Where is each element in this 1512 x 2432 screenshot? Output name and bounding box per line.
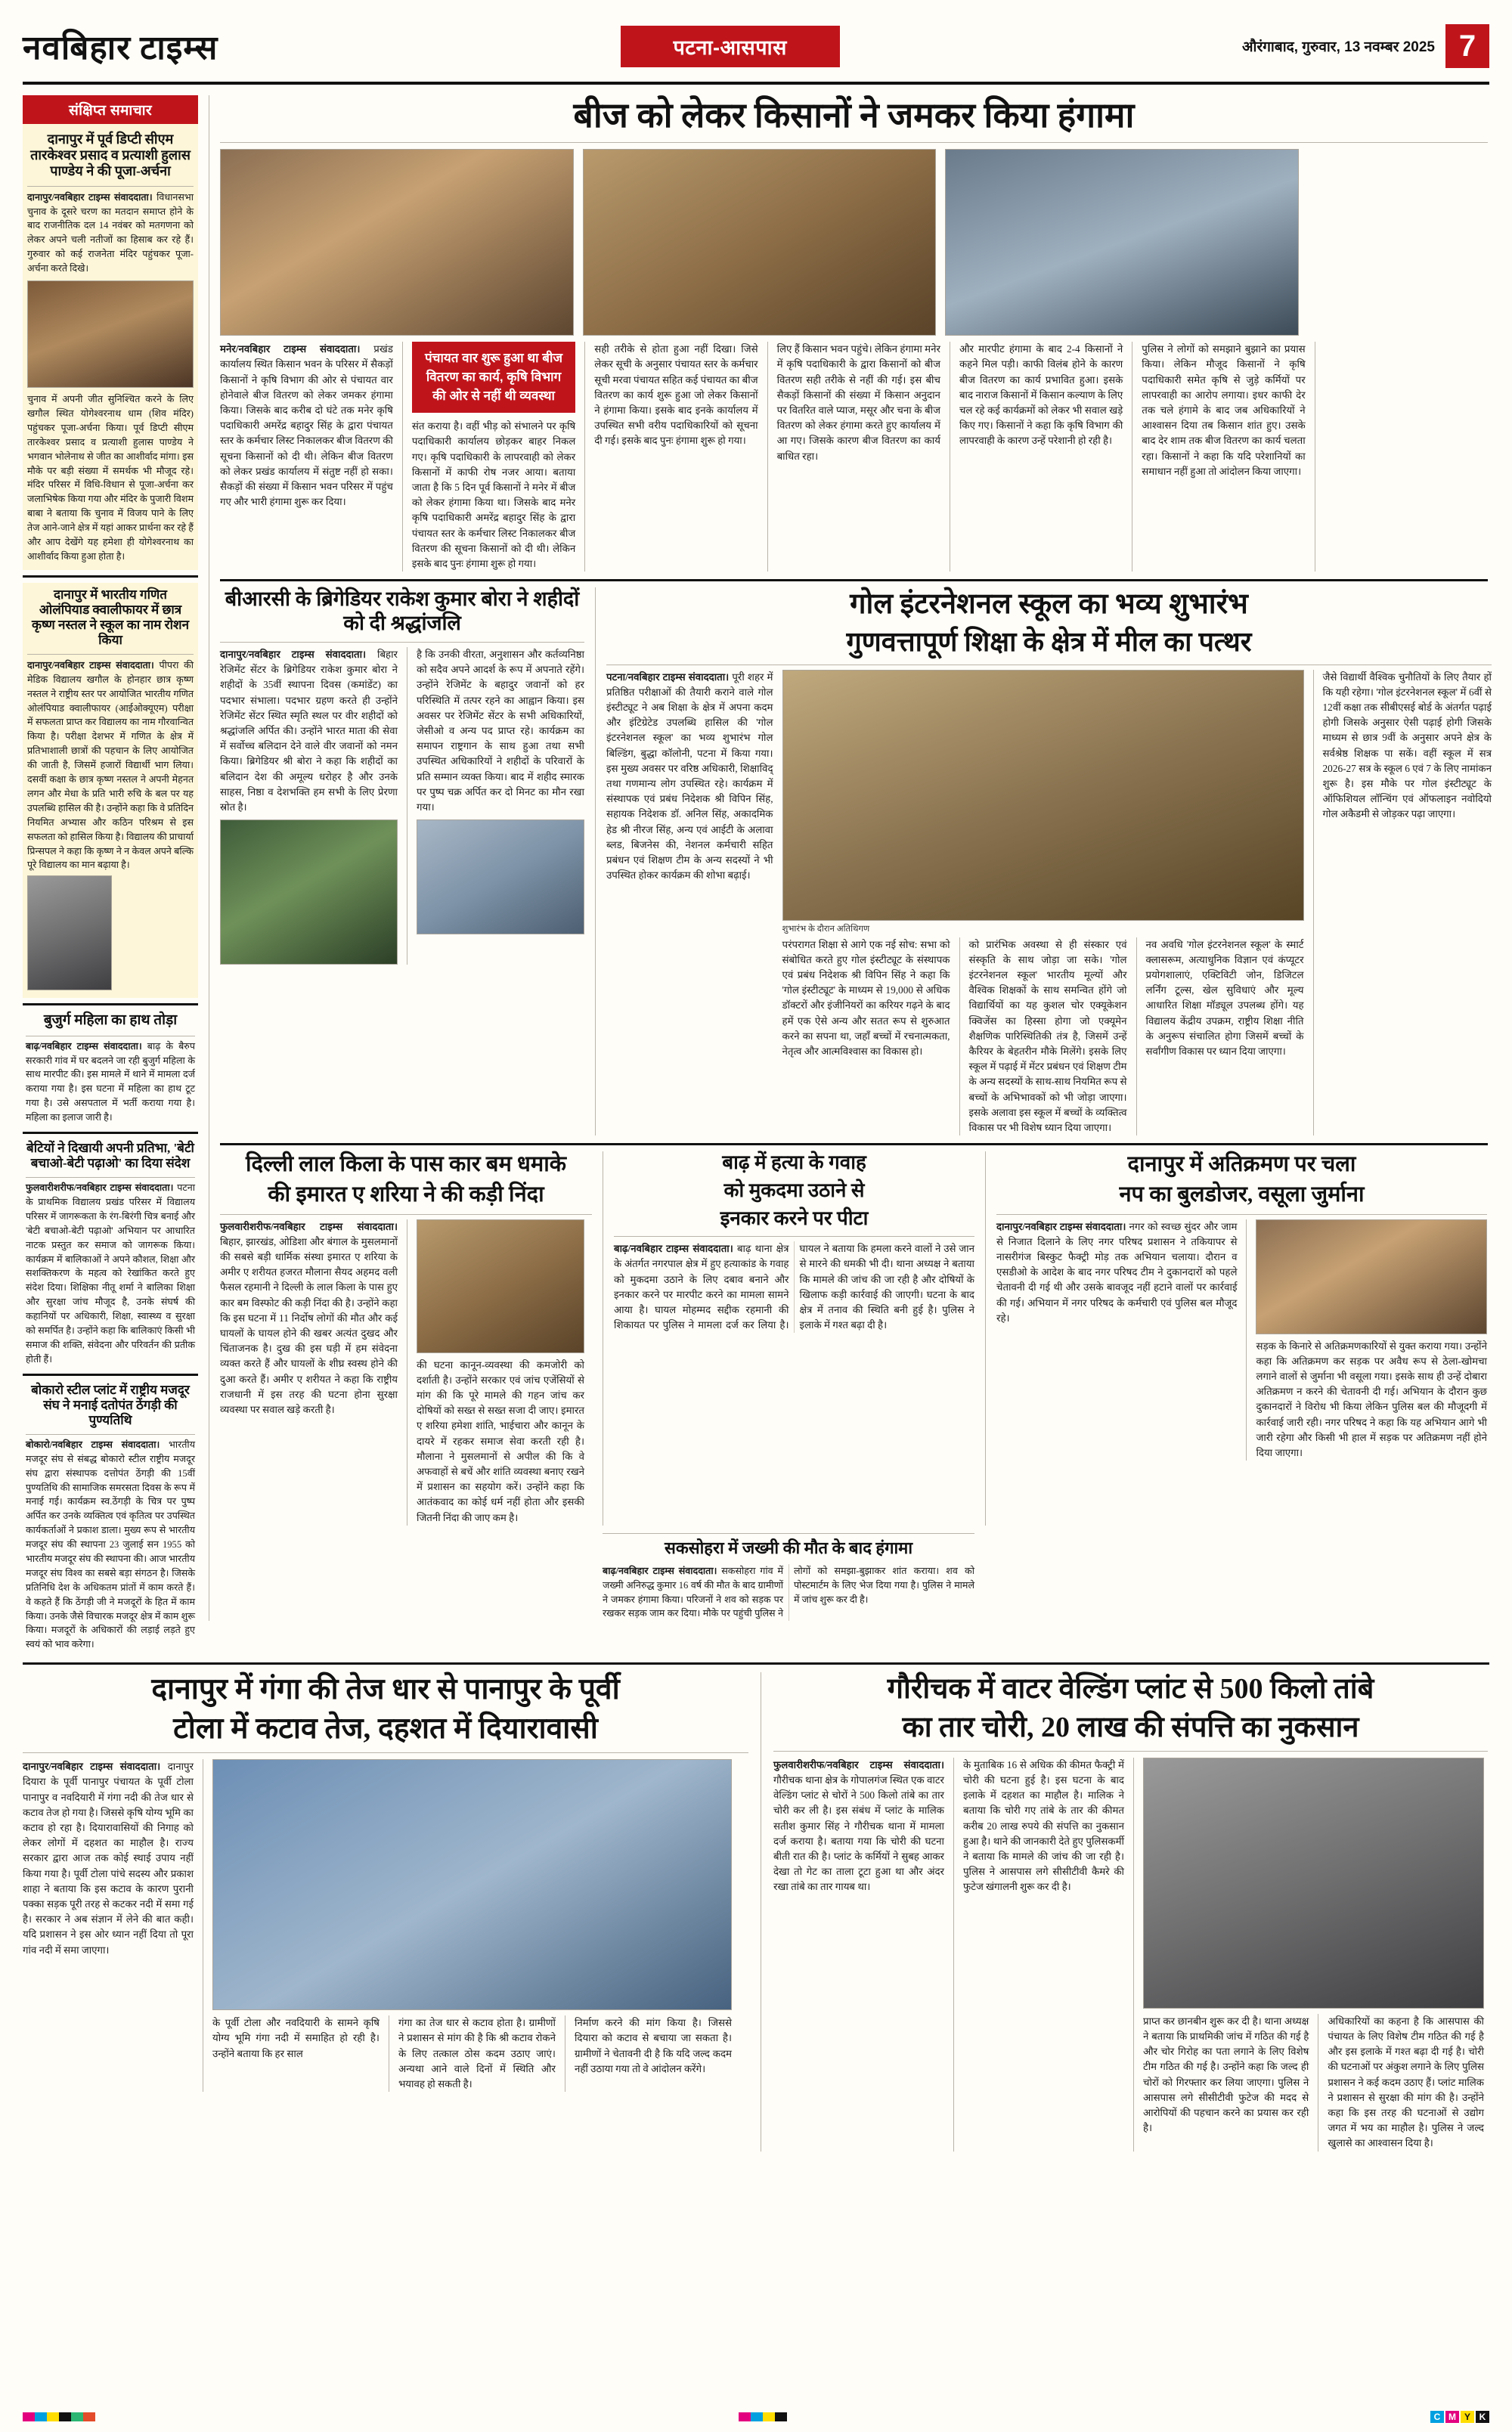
danapur-headline-2: नप का बुलडोजर, वसूला जुर्माना bbox=[1119, 1182, 1365, 1207]
bagh-headline-2: को मुकदमा उठाने से bbox=[723, 1179, 865, 1201]
sidebar-body: बाढ़/नवबिहार टाइम्स संवाददाता। बाढ़ के बैरुप सरकारी गांव में घर बदलने जा रही बुजुर्ग महिला के साथ मारपीट की। इस मामले में थाने में मामला दर्ज कराया गया है। इस घटना में महिला का हाथ टूट गया है। उसे असपताल में भर्ती कराया गया है। महिला का इलाज जारी है। bbox=[26, 1040, 195, 1123]
student-portrait-photo bbox=[27, 875, 112, 990]
delhi-col-2: की घटना कानून-व्यवस्था की कमजोरी को दर्शाती है। उन्होंने सरकार एवं जांच एजेंसियों से मांग की कि पूरे मामले की गहन जांच कर दोषियों को सख्त से सख्त सजा दी जाए। इमारत ए शरिया हमेशा शांति, भाईचारा और कानून के दायरे में रहकर समाज सेवा करती रही है। मौलाना ने मुसलमानों से अपील की कि वे अफवाहों से बचें और शांति व्यवस्था बनाए रखने में प्रशासन का सहयोग करें। उन्होंने कहा कि आतंकवाद का कोई धर्म नहीं होता और इसकी जितनी निंदा की जाए कम है। bbox=[417, 1359, 584, 1523]
delhi-headline-2: की इमारत ए शरिया ने की कड़ी निंदा bbox=[268, 1182, 544, 1207]
ganga-col-1: दानापुर/नवबिहार टाइम्स संवाददाता। दानापुर दियारा के पूर्वी पानापुर पंचायत के पूर्वी टोला पानापुर व नवदियारी में गंगा नदी की तेज धार से कटाव तेज हो गया है। जिससे कृषि योग्य भूमि का कटाव हो रहा है। दियारावासियों की निगाह को लेकर लोगों में दहशत का माहौल है। राज्य सरकार द्वारा आज तक कोई स्थाई उपाय नहीं किया गया है। पूर्वी टोला पांचे सदस्य और प्रकाश शाहा ने बताया कि इस कटाव के कारण पुरानी पक्का सड़क पूरी तरह से कटकर नदी में समा गई है। सरकार ने अब संज्ञान में लेने की बात कही। यदि प्रशासन ने इस ओर ध्यान नहीं दिया तो पूरा गांव नदी में समा जाएगा। bbox=[23, 1761, 194, 1956]
ganga-headline-1: दानापुर में गंगा की तेज धार से पानापुर के पूर्वी bbox=[151, 1673, 620, 1706]
sidebar-headline: बोकारो स्टील प्लांट में राष्ट्रीय मजदूर संघ ने मनाई दतोपंत ठेंगड़ी की पुण्यतिथि bbox=[31, 1382, 190, 1427]
school-story bbox=[595, 587, 1492, 1135]
river-erosion-photo bbox=[212, 1759, 732, 2010]
sidebar-headline: दानापुर में भारतीय गणित ओलंपियाड क्वालीफायर में छात्र कृष्ण नस्तल ने स्कूल का नाम रोशन किया bbox=[31, 587, 190, 647]
danapur-headline-1: दानापुर में अतिक्रमण पर चला bbox=[1127, 1152, 1356, 1177]
registration-marks bbox=[23, 2411, 1489, 2423]
sidebar-body: फुलवारीशरीफ/नवबिहार टाइम्स संवाददाता। पटना के प्राथमिक विद्यालय प्रखंड परिसर में विद्यालय परिसर में जागरूकता के रंग-बिरंगी चित्र बनाई और 'बेटी बचाओ-बेटी पढ़ाओ' अभियान पर आधारित नाटक प्रस्तुत कर समाज को जागरूक किया। कार्यक्रम में बालिकाओं ने अपने कौशल, शिक्षा और सशक्तिकरण के महत्व को रेखांकित करते हुए संदेश दिया। शिक्षिका नीतू शर्मा ने बालिका शिक्षा और सुरक्षा जांच मौजूद है, उनके संघर्ष की कहानियों पर अधिकारी, शिक्षा, स्वास्थ्य व सुरक्षा को समर्पित है। उन्होंने कहा कि बालिकाएं किसी भी समाज की शक्ति, संवेदना और परिवर्तन की प्रतीक होती हैं। bbox=[26, 1182, 195, 1365]
memorial-photo-left bbox=[220, 819, 398, 965]
cmyk-m: M bbox=[1445, 2411, 1459, 2423]
ganga-story bbox=[23, 1672, 748, 2092]
factory-panel-photo bbox=[1143, 1758, 1484, 2009]
sidebar-body-2: चुनाव में अपनी जीत सुनिश्चित करने के लिए खगौल स्थित योगेश्वरनाथ धाम (शिव मंदिर) पहुंचकर पूजा-अर्चना किया। पूर्व डिप्टी सीएम तारकेश्वर प्रसाद व प्रत्याशी हुलास पाण्डेय ने भगवान भोलेनाथ से जीत का आशीर्वाद मांगा। इस मौके पर बड़ी संख्या में समर्थक भी मौजूद रहे। मंदिर परिसर में विधि-विधान से पूजा-अर्चना कर जलाभिषेक किया गया और मंदिर के पुजारी विशम बाबा ने बताया कि चुनाव में विजय पाने के लिए तेज आने-जाने क्षेत्र में यहां आकर प्रार्थना कर रहे हैं और आप देखेंगे यह हमेशा ही योगेश्वरनाथ का आशीर्वाद किया हुआ होता है। bbox=[27, 394, 194, 562]
school-headline-2: गुणवत्तापूर्ण शिक्षा के क्षेत्र में मील का पत्थर bbox=[846, 627, 1252, 658]
school-col-4: नव अवधि 'गोल इंटरनेशनल स्कूल' के स्मार्ट क्लासरूम, अत्याधुनिक विज्ञान एवं कंप्यूटर प्रयोगशालाएं, एक्टिविटी जोन, डिजिटल लर्निंग टूल्स, खेल सुविधाएं और मूल्य आधारित शिक्षा मॉड्यूल उपलब्ध होंगे। यह विद्यालय केंद्रीय उपक्रम, राष्ट्रीय शिक्षा नीति के अनुरूप संचालित होगा जिसमें बच्चों के सर्वांगीण विकास पर ध्यान दिया जाएगा। bbox=[1145, 938, 1304, 1057]
school-col-5: जैसे विद्यार्थी वैश्विक चुनौतियों के लिए तैयार हों कि यही रहेगा। 'गोल इंटरनेशनल स्कूल' में 6वीं से 12वीं कक्षा तक सीबीएसई बोर्ड के अंतर्गत पढ़ाई होगी जिसके अनुसार ऐसी पढ़ाई होगी जिसके माध्यम से छात्र 9वीं के अनुसार अपने क्षेत्र के सर्वश्रेष्ठ शिक्षक पा सकें। वहीं स्कूल में सत्र 2026-27 सत्र के स्कूल 6 एवं 7 के लिए नामांकन शुरू है। इस मौके पर गोल इंस्टीट्यूट के ऑफिशियल लॉन्चिंग एवं ऑफलाइन नवोदियो गोल अकैडमी से जोड़कर पढ़ा जाएगा। bbox=[1322, 671, 1492, 820]
brc-col-1: दानापुर/नवबिहार टाइम्स संवाददाता। बिहार रेजिमेंट सेंटर के ब्रिगेडियर राकेश कुमार बोरा ने शहीदों के 35वीं स्थापना दिवस (कमांडेंट) का पदभार संभाला। पदभार ग्रहण करते ही उन्होंने रेजिमेंट सेंटर स्थित स्मृति स्थल पर वीर शहीदों को श्रद्धांजलि अर्पित की। उन्होंने भारत माता की सेवा में सर्वोच्च बलिदान देने वाले वीर जवानों को नमन किया। ब्रिगेडियर श्री बोरा ने कहा कि शहीदों का बलिदान देश की अमूल्य धरोहर है और उनके साहस, निष्ठा व देशभक्ति हम सभी के लिए प्रेरणा स्रोत है। bbox=[220, 648, 398, 813]
bagh-body: बाढ़/नवबिहार टाइम्स संवाददाता। बाढ़ थाना क्षेत्र के अंतर्गत नगरपाल क्षेत्र में हुए हत्याकांड के गवाह को मुकदमा उठाने के लिए दबाव बनाने और इनकार करने पर मारपीट करने का मामला सामने आया है। घायल मोहम्मद सद्दीक रहमानी की शिकायत पर पुलिस ने मामला दर्ज कर लिया है। घायल ने बताया कि हमला करने वालों ने उसे जान से मारने की धमकी भी दी। थाना अध्यक्ष ने बताया कि मामले की जांच की जा रही है और दोषियों के खिलाफ कड़ी कार्रवाई की जाएगी। घटना के बाद क्षेत्र में तनाव की स्थिति बनी हुई है। पुलिस ने इलाके में गश्त बढ़ा दी है। bbox=[614, 1243, 974, 1331]
dateline: औरंगाबाद, गुरुवार, 13 नवम्बर 2025 bbox=[1242, 39, 1435, 55]
sidebar-story-olympiad bbox=[23, 583, 198, 999]
newspaper-brand: नवबिहार टाइम्स bbox=[23, 29, 218, 67]
lead-col-5: और मारपीट हंगामा के बाद 2-4 किसानों ने कहने मिल पड़ी। काफी विलंब होने के कारण बीज वितरण का कार्य प्रभावित हुआ। इसके बाद नाराज किसानों में किसान कल्याण के लिए चल रहे कई कार्यक्रमों को लेकर भी सवाल खड़े किए गए। किसानों ने कहा कि कृषि विभाग की लापरवाही के कारण उन्हें परेशानी हो रही है। bbox=[959, 343, 1123, 447]
sidebar-story-assault bbox=[23, 1011, 198, 1126]
crowd-photo-1 bbox=[220, 149, 574, 336]
copper-headline-2: का तार चोरी, 20 लाख की संपत्ति का नुकसान bbox=[902, 1712, 1359, 1744]
copper-story bbox=[761, 1672, 1488, 2151]
lead-byline: मनेर/नवबिहार टाइम्स संवाददाता। bbox=[220, 343, 361, 355]
sidebar-story-bokaro bbox=[23, 1381, 198, 1654]
copper-col-3: प्राप्त कर छानबीन शुरू कर दी है। थाना अध्यक्ष ने बताया कि प्राथमिकी जांच में गठित की गई है और चोर गिरोह का पता लगाने के लिए विशेष टीम गठित की गई है। उन्होंने कहा कि जल्द ही चोरों को गिरफ्तार कर लिया जाएगा। पुलिस ने आसपास लगे सीसीटीवी फुटेज की मदद से आरोपियों की पहचान करने का प्रयास कर रही है। bbox=[1143, 2015, 1309, 2134]
cmyk-c: C bbox=[1430, 2411, 1444, 2423]
lead-col-6: पुलिस ने लोगों को समझाने बुझाने का प्रयास किया। लेकिन मौजूद किसानों ने कृषि पदाधिकारी समेत कृषि से जुड़े कर्मियों पर लापरवाही का आरोप लगाया। इधर काफी देर तक चले हंगामे के बाद जब अधिकारियों ने आश्वासन दिया तब किसान शांत हुए। उसके बाद देर शाम तक बीज वितरण का कार्य चलता रहा। किसानों ने कहा कि यदि परेशानियों का समाधान नहीं हुआ तो आंदोलन किया जाएगा। bbox=[1142, 343, 1306, 477]
bagh-headline-1: बाढ़ में हत्या के गवाह bbox=[722, 1151, 866, 1174]
school-headline-1: गोल इंटरनेशनल स्कूल का भव्य शुभारंभ bbox=[850, 588, 1248, 621]
crowd-photo-2 bbox=[583, 149, 937, 336]
color-swatches-center bbox=[739, 2412, 787, 2421]
bulldozer-photo bbox=[1256, 1219, 1487, 1334]
sidebar-headline: दानापुर में पूर्व डिप्टी सीएम तारकेश्वर प्रसाद व प्रत्याशी हुलास पाण्डेय ने की पूजा-अर्चना bbox=[30, 132, 191, 179]
main-column bbox=[209, 95, 1492, 1621]
sidebar-body: बोकारो/नवबिहार टाइम्स संवाददाता। भारतीय मजदूर संघ से संबद्ध बोकारो स्टील राष्ट्रीय मजदूर संघ द्वारा संस्थापक दत्तोपंत ठेंगड़ी की 15वीं पुण्यतिथि की सामाजिक समरसता दिवस के रूप में मनाई गई। कार्यक्रम स्व.ठेंगड़ी के चित्र पर पुष्प अर्पित कर उनके व्यक्तित्व एवं कृतित्व पर उपस्थित कार्यकर्ताओं ने प्रकाश डाला। मुख्य रूप से भारतीय मजदूर संघ की स्थापना 23 जुलाई सन 1955 को भारतीय मजदूर संघ की स्थापना की। आज भारतीय मजदूर संघ विश्व का सबसे बड़ा संगठन है। जिसके प्रतिनिधि देश के अधिकतम प्रांतों में काम करते हैं। वे कहते हैं कि ठेंगड़ी जी ने मजदूरों के हित में काम किया। उनके जैसे विचारक मजदूर क्षेत्र में काम शुरू किया। मजदूरों के अधिकारों की लड़ाई लड़ते हुए स्वयं को भाव करेगा। bbox=[26, 1439, 195, 1650]
copper-headline-1: गौरीचक में वाटर वेल्डिंग प्लांट से 500 किलो तांबे bbox=[887, 1673, 1374, 1705]
bagh-sub-story bbox=[603, 1530, 974, 1622]
memorial-photo-right bbox=[417, 819, 584, 934]
bagh-sub-body: बाढ़/नवबिहार टाइम्स संवाददाता। सकसोहरा गांव में जख्मी अनिरुद्ध कुमार 16 वर्ष की मौत के बाद ग्रामीणों ने जमकर हंगामा किया। परिजनों ने शव को सड़क पर रखकर सड़क जाम कर दिया। मौके पर पहुंची पुलिस ने लोगों को समझा-बुझाकर शांत कराया। शव को पोस्टमार्टम के लिए भेज दिया गया है। पुलिस ने मामले में जांच शुरू कर दी है। bbox=[603, 1565, 974, 1619]
color-swatches-left bbox=[23, 2412, 95, 2421]
danapur-byline: दानापुर/नवबिहार टाइम्स संवाददाता। bbox=[996, 1220, 1126, 1232]
delhi-col-1: फुलवारीशरीफ/नवबिहार टाइम्स संवाददाता। बिहार, झारखंड, ओडिशा और बंगाल के मुसलमानों की सबसे बड़ी धार्मिक संस्था इमारत ए शरिया के अमीर ए शरीयत हजरत मौलाना सैयद अहमद वली फैसल रहमानी ने दिल्ली के लाल किला के पास हुए कार बम विस्फोट की कड़ी निंदा की है। उन्होंने कहा कि इस घटना में 11 निर्दोष लोगों की मौत और कई घायलों के घायल होने की खबर अत्यंत दुखद और चिंताजनक है। दुख की इस घड़ी में हम संवेदना व्यक्त करते हैं और घायलों के शीघ्र स्वस्थ होने की दुआ करते हैं। अमीर ए शरीयत ने कहा कि राष्ट्रीय राजधानी में इस तरह की घटना होना सुरक्षा व्यवस्था पर सवाल खड़े करती है। bbox=[220, 1220, 398, 1416]
masthead bbox=[23, 20, 1489, 85]
copper-col-4: अधिकारियों का कहना है कि आसपास की पंचायत के लिए विशेष टीम गठित की गई है और इस इलाके में गश्त बढ़ा दी गई है। चोरी की घटनाओं पर अंकुश लगाने के लिए पुलिस प्रशासन ने कई कदम उठाए हैं। प्लांट मालिक ने प्रशासन से सुरक्षा की मांग की है। उन्होंने कहा कि इस तरह की घटनाओं से उद्योग जगत में भय का माहौल है। पुलिस ने जल्द खुलासे का आश्वासन दिया है। bbox=[1328, 2015, 1484, 2149]
copper-col-1: फुलवारीशरीफ/नवबिहार टाइम्स संवाददाता। गौरीचक थाना क्षेत्र के गोपालगंज स्थित एक वाटर वेल्डिंग प्लांट से चोरों ने 500 किलो तांबे का तार चोरी कर ली है। इस संबंध में प्लांट के मालिक सतीश कुमार सिंह ने गौरीचक थाना में मामला दर्ज कराया है। बताया गया कि चोरी की घटना बीती रात की है। प्लांट के कर्मियों ने सुबह आकर देखा तो गेट का ताला टूटा हुआ था और अंदर रखा तांबे का तार गायब था। bbox=[773, 1758, 944, 1893]
cmyk-k: K bbox=[1476, 2411, 1489, 2423]
lead-col-3: सही तरीके से होता हुआ नहीं दिखा। जिसे लेकर सूची के अनुसार पंचायत स्तर के कर्मचार सूची मरवा पंचायत सहित कई पंचायत का बीज वितरण का कार्य शुरू हुआ जो लेकर किसानों ने हंगामा किया। इसके बाद इनके कार्यालय में उपस्थित सभी वरीय पदाधिकारियों को सूचना दी गई। इसके बाद पुनः हंगामा शुरू हो गया। bbox=[594, 343, 758, 447]
lead-col-2: संत कराया है। वहीं भीड़ को संभालने पर कृषि पदाधिकारी कार्यालय छोड़कर बाहर निकल गए। कृषि पदाधिकारी के लापरवाही को लेकर किसानों में काफी रोष नजर आया। बताया जाता है कि 5 दिन पूर्व किसानों ने मनेर में बीज को लेकर हंगामा किया था। जिसके बाद मनेर कृषि पदाधिकारी अमरेंद्र बहादुर सिंह के द्वारा पंचायत स्तर के कर्मचार लिस्ट निकालकर बीज वितरण की सूचना किसानों को दी थी। लेकिन इसके बाद पुनः हंगामा शुरू हो गया। bbox=[411, 420, 576, 570]
brc-story bbox=[220, 587, 584, 1135]
danapur-story bbox=[985, 1151, 1487, 1526]
sidebar-label: संक्षिप्त समाचार bbox=[23, 95, 198, 124]
sidebar-headline: बेटियों ने दिखायी अपनी प्रतिभा, 'बेटी बचाओ-बेटी पढ़ाओ' का दिया संदेश bbox=[26, 1141, 194, 1171]
bagh-byline: बाढ़/नवबिहार टाइम्स संवाददाता। bbox=[614, 1243, 733, 1255]
ribbon-cutting-photo bbox=[782, 670, 1304, 921]
school-byline: पटना/नवबिहार टाइम्स संवाददाता। bbox=[606, 671, 730, 683]
ganga-headline-2: टोला में कटाव तेज, दहशत में दियारावासी bbox=[173, 1712, 598, 1746]
bagh-headline-3: इनकार करने पर पीटा bbox=[720, 1207, 869, 1229]
lead-col-1: मनेर/नवबिहार टाइम्स संवाददाता। प्रखंड कार्यालय स्थित किसान भवन के परिसर में सैकड़ों किसानों ने कृषि विभाग की ओर से पंचायत वार होनेवाले बीज वितरण को लेकर जमकर हंगामा किया। जिसके बाद करीब दो घंटे तक मनेर कृषि पदाधिकारी अमरेंद्र बहादुर सिंह के द्वारा पंचायत स्तर के कर्मचार लिस्ट निकालकर बीज वितरण की सूचना किसानों को दी थी। लेकिन बीज वितरण को लेकर प्रखंड कार्यालय में संतुष्ट नहीं हो सका। सैकड़ों की संख्या में किसान भवन परिसर में पहुंच गए और भारी हंगामा शुरू कर दिया। bbox=[220, 343, 393, 508]
brc-byline: दानापुर/नवबिहार टाइम्स संवाददाता। bbox=[220, 648, 367, 660]
cmyk-marks bbox=[1430, 2411, 1489, 2423]
sidebar-body: दानापुर/नवबिहार टाइम्स संवाददाता। विधानसभा चुनाव के दूसरे चरण का मतदान समाप्त होने के बाद राजनीतिक दल 14 नवंबर को मतगणना को लेकर अपने चली नतीजों का हिसाब कर रहे हैं। गुरुवार को कई राजनेता मंदिर पहुंचकर पूजा-अर्चना करते दिखे। bbox=[27, 191, 194, 274]
bagh-sub-headline: सकसोहरा में जख्मी की मौत के बाद हंगामा bbox=[664, 1538, 913, 1557]
lead-headline: बीज को लेकर किसानों ने जमकर किया हंगामा bbox=[573, 96, 1135, 135]
school-col-1: पटना/नवबिहार टाइम्स संवाददाता। पूरी शहर में प्रतिष्ठित परीक्षाओं की तैयारी कराने वाले गोल इंस्टीट्यूट ने अब शिक्षा के क्षेत्र में अपना कदम और इंटिग्रेटेड उपलब्धि हासिल की 'गोल इंटरनेशनल स्कूल' का भव्य शुभारंभ गोल बिल्डिंग, बुद्धा कॉलोनी, पटना में किया गया। इस मुख्य अवसर पर वरिष्ठ अधिकारी, शिक्षाविद् तथा गणमान्य लोग उपस्थित रहे। कार्यक्रम में संस्थापक एवं प्रबंध निदेशक श्री विपिन सिंह, सहायक निदेशक डॉ. अनिल सिंह, अकादमिक हेड श्री नीरज सिंह, अन्य एवं आईटी के अलावा ब्लड, बिजनेस की, नेशनल कर्मचारी सहित प्रबंधन एवं शिक्षण टीम के अन्य सदस्यों ने भी उपस्थित होकर कार्यक्रम की शोभा बढ़ाई। bbox=[606, 671, 773, 881]
sidebar-headline: बुजुर्ग महिला का हाथ तोड़ा bbox=[43, 1012, 178, 1029]
sidebar-body: दानापुर/नवबिहार टाइम्स संवाददाता। पीपरा की मेडिक विद्यालय खगौल के होनहार छात्र कृष्ण नस्तल ने राष्ट्रीय स्तर पर आयोजित भारतीय गणित ओलंपियाड क्वालीफायर (आईओक्यूएम) परीक्षा में सफलता प्राप्त कर विद्यालय का नाम गौरवान्वित किया है। परीक्षा देशभर में गणित के क्षेत्र में प्रतिभाशाली छात्रों की पहचान के लिए आयोजित की जाती है, जिसमें हजारों विद्यार्थी भाग लिया। दसवीं कक्षा के छात्र कृष्ण नस्तल ने अपनी मेहनत लगन और मेधा के प्रति भारी रुचि के बल पर यह उपलब्धि हासिल की है। उन्होंने कहा कि वे प्रतिदिन नियमित अभ्यास और कठिन परिश्रम से इस सफलता को हासिल किया है। विद्यालय की प्राचार्या प्रिन्सपल ने कहा कि कृष्ण ने न केवल अपने बल्कि पूरे विद्यालय का मान बढ़ाया है। bbox=[27, 659, 194, 871]
ganga-col-2: के पूर्वी टोला और नवदियारी के सामने कृषि योग्य भूमि गंगा नदी में समाहित हो रही है। उन्होंने बताया कि हर साल bbox=[212, 2017, 380, 2059]
byline: दानापुर/नवबिहार टाइम्स संवाददाता। bbox=[27, 191, 153, 203]
delhi-byline: फुलवारीशरीफ/नवबिहार टाइम्स संवाददाता। bbox=[220, 1220, 398, 1232]
ganga-byline: दानापुर/नवबिहार टाइम्स संवाददाता। bbox=[23, 1761, 161, 1773]
brc-col-2: है कि उनकी वीरता, अनुशासन और कर्तव्यनिष्ठा को सदैव अपने आदर्श के रूप में अपनाते रहेंगे। उन्होंने रेजिमेंट के बहादुर जवानों को हर परिस्थिति में तत्पर रहने का आह्वान किया। इस अवसर पर रेजिमेंट सेंटर के सभी अधिकारियों, जेसीओ व अन्य पद प्राप्त रहे। कार्यक्रम का समापन राष्ट्रगान के साथ हुआ तथा सभी उपस्थित अधिकारियों ने शहीदों के परिवारों के प्रति सम्मान व्यक्त किया। बाद में शहीद स्मारक पर पुष्प चक्र अर्पित कर दो मिनट का मौन रखा गया। bbox=[417, 648, 584, 813]
school-col-3: को प्रारंभिक अवस्था से ही संस्कार एवं संस्कृति के साथ जोड़ा जा सके। 'गोल इंटरनेशनल स्कूल' भारतीय मूल्यों और वैश्विक शिक्षकों के साथ समन्वित होंगे जो विद्यार्थियों का यह कुशल चोर एक्यूकेशन क्विजेंस का हिस्सा होगा जो एक्यूमेन शैक्षणिक पारिस्थितिकी तंत्र है, जिसमें उन्हें कैरियर के बेहतरीन मौके मिलेंगे। इसके लिए स्कूल में पढ़ाई में मेंटर प्रबंधन एवं शिक्षण टीम के अन्य सदस्यों के साथ-साथ नियमित रूप से बच्चों के अभिभावकों को भी जोड़ा जाएगा। इसके अलावा इस स्कूल में बच्चों के व्यक्तित्व विकास पर भी विशेष ध्यान दिया जाएगा। bbox=[968, 938, 1127, 1133]
lead-pullquote: पंचायत वार शुरू हुआ था बीज वितरण का कार्य, कृषि विभाग की ओर से नहीं थी व्यवस्था bbox=[412, 342, 575, 413]
crowd-photo-3 bbox=[945, 149, 1299, 336]
bagh-story bbox=[603, 1151, 974, 1526]
school-col-2: परंपरागत शिक्षा से आगे एक नई सोच: सभा को संबोधित करते हुए गोल इंस्टीट्यूट के संस्थापक एवं प्रबंध निदेशक श्री विपिन सिंह ने कहा कि 'गोल इंस्टीट्यूट' के माध्यम से 19,000 से अधिक डॉक्टरों और इंजीनियरों का करियर गढ़ने के बाद हमें एक ऐसे अन्य और सतत रूप से शुरुआत करने का सपना था, जहाँ बच्चों में रचनात्मकता, नेतृत्व और आत्मविश्वास का विकास हो। bbox=[782, 938, 950, 1057]
sidebar-story-girls bbox=[23, 1139, 198, 1368]
sidebar-column bbox=[23, 95, 198, 1653]
school-photo-caption: शुभारंभ के दौरान अतिथिगण bbox=[782, 924, 870, 934]
ganga-col-4: निर्माण करने की मांग किया है। जिससे दियारा को कटाव से बचाया जा सकता है। ग्रामीणों ने चेतावनी दी है कि यदि जल्द कदम नहीं उठाया गया तो वे आंदोलन करेंगे। bbox=[574, 2017, 732, 2074]
danapur-col-1: दानापुर/नवबिहार टाइम्स संवाददाता। नगर को स्वच्छ सुंदर और जाम से निजात दिलाने के लिए नगर परिषद प्रशासन ने तकियापर से नासरीगंज बिस्कुट फैक्ट्री मोड़ तक अभियान चलाया। दौरान व एसडीओ के आदेश के बाद नगर परिषद टीम ने दुकानदारों को पहले चेतावनी दी गई थी और उसके बावजूद नहीं हटाने वालों पर कार्रवाई की गई। अभियान में नगर परिषद के कर्मचारी एवं पुलिस बल मौजूद रहे। bbox=[996, 1220, 1238, 1324]
delhi-headline-1: दिल्ली लाल किला के पास कार बम धमाके bbox=[245, 1152, 567, 1177]
ganga-col-3: गंगा का तेज धार से कटाव होता है। ग्रामीणों ने प्रशासन से मांग की है कि श्री कटाव रोकने के लिए तत्काल ठोस कदम उठाए जाएं। अन्यथा आने वाले दिनों में स्थिति और भयावह हो सकती है। bbox=[398, 2017, 556, 2090]
cmyk-y: Y bbox=[1461, 2411, 1474, 2423]
brc-headline: बीआरसी के ब्रिगेडियर राकेश कुमार बोरा ने शहीदों को दी श्रद्धांजलि bbox=[225, 587, 580, 635]
lead-story bbox=[220, 95, 1488, 572]
danapur-col-2: सड़क के किनारे से अतिक्रमणकारियों से युक्त कराया गया। उन्होंने कहा कि अतिक्रमण कर सड़क पर अवैध रूप से ठेला-खोमचा लगाने वालों से जुर्माना भी वसूला गया। इसके साथ ही उन्हें दोबारा अतिक्रमण न करने की चेतावनी दी गई। अभियान के दौरान कुछ दुकानदारों ने विरोध भी किया लेकिन पुलिस बल की मौजूदगी में कार्रवाई जारी रही। नगर परिषद ने कहा कि यह अभियान आगे भी जारी रहेगा और किसी भी हाल में सड़क पर अतिक्रमण नहीं होने दिया जाएगा। bbox=[1256, 1340, 1487, 1459]
temple-puja-photo bbox=[27, 280, 194, 388]
sidebar-story-temple bbox=[23, 124, 198, 570]
lead-col-4: लिए हैं किसान भवन पहुंचे। लेकिन हंगामा मनेर में कृषि पदाधिकारी के द्वारा किसानों को बीज वितरण सही तरीके से नहीं की गई। इस बीच सैकड़ों किसानों की संख्या में किसान अनुदान पर वितरित वाले प्याज, मसूर और चना के बीज वितरण को लेकर हंगामा करते हुए कार्यालय में आ गए। जिसके कारण बीज वितरण का कार्य बाधित रहा। bbox=[776, 343, 940, 462]
delhi-story bbox=[220, 1151, 592, 1526]
page-number: 7 bbox=[1445, 24, 1489, 68]
copper-byline: फुलवारीशरीफ/नवबिहार टाइम्स संवाददाता। bbox=[773, 1758, 944, 1771]
section-name: पटना-आसपास bbox=[621, 26, 840, 67]
cleric-portrait-photo bbox=[417, 1219, 584, 1353]
copper-col-2: के मुताबिक 16 से अधिक की कीमत फैक्ट्री में चोरी की घटना हुई है। इस घटना के बाद इलाके में दहशत का माहौल है। मालिक ने बताया कि चोरी गए तांबे के तार की कीमत करीब 20 लाख रुपये की संपत्ति का नुकसान हुआ है। थाने की जानकारी देते हुए पुलिसकर्मी ने बताया कि मामले की जांच की जा रही है। पुलिस ने आसपास लगे सीसीटीवी कैमरे की फुटेज खंगालनी शुरू कर दी है। bbox=[963, 1758, 1124, 1893]
